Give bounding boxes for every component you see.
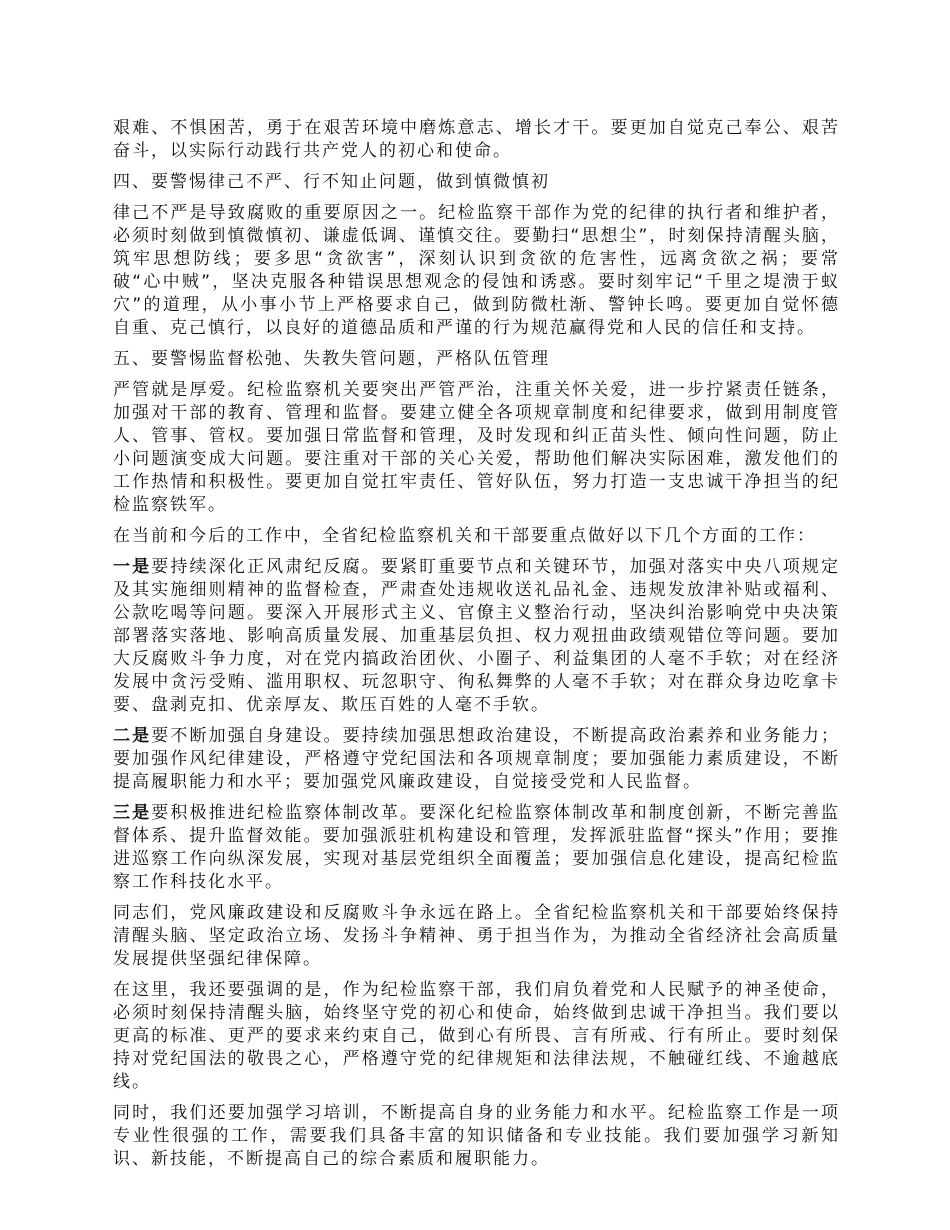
item-text: 要积极推进纪检监察体制改革。要深化纪检监察体制改革和制度创新，不断完善监督体系、提升监督效能。要加强派驻机构建设和管理，发挥派驻监督“探头”作用；要推进巡察工作向纵深发展，实现对基层党组织全面覆盖；要加强信息化建设，提高纪检监察工作科技化水平。 (113, 803, 841, 892)
item-lead: 二是 (113, 726, 152, 746)
section-heading: 四、要警惕律己不严、行不知止问题，做到慎微慎初 (113, 172, 550, 192)
item-lead: 三是 (113, 803, 152, 823)
item-text: 要持续深化正风肃纪反腐。要紧盯重要节点和关键环节，加强对落实中央八项规定及其实施细则精神的监督检查，严肃查处违规收送礼品礼金、违规发放津补贴或福利、公款吃喝等问题。要深入开展形式主义、官僚主义整治行动，坚决纠治影响党中央决策部署落实落地、影响高质量发展、加重基层负担、权力观扭曲政绩观错位等问题。要加大反腐败斗争力度，对在党内搞政治团伙、小圈子、利益集团的人毫不手软；对在经济发展中贪污受贿、滥用职权、玩忽职守、徇私舞弊的人毫不手软；对在群众身边吃拿卡要、盘剥克扣、优亲厚友、欺压百姓的人毫不手软。 (113, 557, 841, 715)
paragraph-item-3 (113, 802, 840, 894)
paragraph-item-2 (113, 725, 840, 794)
paragraph: 同时，我们还要加强学习培训，不断提高自身的业务能力和水平。纪检监察工作是一项专业性很强的工作，需要我们具备丰富的知识储备和专业技能。我们要加强学习新知识、新技能，不断提高自己的综合素质和履职能力。 (113, 1103, 840, 1169)
item-lead: 一是 (113, 557, 152, 577)
paragraph: 律己不严是导致腐败的重要原因之一。纪检监察干部作为党的纪律的执行者和维护者，必须时刻做到慎微慎初、谦虚低调、谨慎交往。要勤扫“思想尘”，时刻保持清醒头脑，筑牢思想防线；要多思“贪欲害”，深刻认识到贪欲的危害性，远离贪欲之祸；要常破“心中贼”，坚决克服各种错误思想观念的侵蚀和诱惑。要时刻牢记“千里之堤溃于蚁穴”的道理，从小事小节上严格要求自己，做到防微杜渐、警钟长鸣。要更加自觉怀德自重、克己慎行，以良好的道德品质和严谨的行为规范赢得党和人民的信任和支持。 (113, 203, 840, 338)
paragraph: 在这里，我还要强调的是，作为纪检监察干部，我们肩负着党和人民赋予的神圣使命，必须时刻保持清醒头脑，始终坚守党的初心和使命，始终做到忠诚干净担当。我们要以更高的标准、更严的要求来约束自己，做到心有所畏、言有所戒、行有所止。要时刻保持对党纪国法的敬畏之心，严格遵守党的纪律规矩和法律法规，不触碰红线、不逾越底线。 (113, 980, 840, 1092)
paragraph-item-1 (113, 556, 840, 717)
document-body (113, 117, 840, 1179)
section-heading: 五、要警惕监督松弛、失教失管问题，严格队伍管理 (113, 349, 550, 369)
paragraph: 在当前和今后的工作中，全省纪检监察机关和干部要重点做好以下几个方面的工作： (113, 526, 816, 546)
paragraph: 严管就是厚爱。纪检监察机关要突出严管严治，注重关怀关爱，进一步拧紧责任链条，加强对干部的教育、管理和监督。要建立健全各项规章制度和纪律要求，做到用制度管人、管事、管权。要加强日常监督和管理，及时发现和纠正苗头性、倾向性问题，防止小问题演变成大问题。要注重对干部的关心关爱，帮助他们解决实际困难，激发他们的工作热情和积极性。要更加自觉扛牢责任、管好队伍，努力打造一支忠诚干净担当的纪检监察铁军。 (113, 380, 840, 515)
item-text: 要不断加强自身建设。要持续加强思想政治建设，不断提高政治素养和业务能力；要加强作风纪律建设，严格遵守党纪国法和各项规章制度；要加强能力素质建设，不断提高履职能力和水平；要加强党风廉政建设，自觉接受党和人民监督。 (113, 726, 841, 792)
paragraph: 同志们，党风廉政建设和反腐败斗争永远在路上。全省纪检监察机关和干部要始终保持清醒头脑、坚定政治立场、发扬斗争精神、勇于担当作为，为推动全省经济社会高质量发展提供坚强纪律保障。 (113, 903, 840, 969)
paragraph: 艰难、不惧困苦，勇于在艰苦环境中磨炼意志、增长才干。要更加自觉克己奉公、艰苦奋斗，以实际行动践行共产党人的初心和使命。 (113, 118, 840, 161)
